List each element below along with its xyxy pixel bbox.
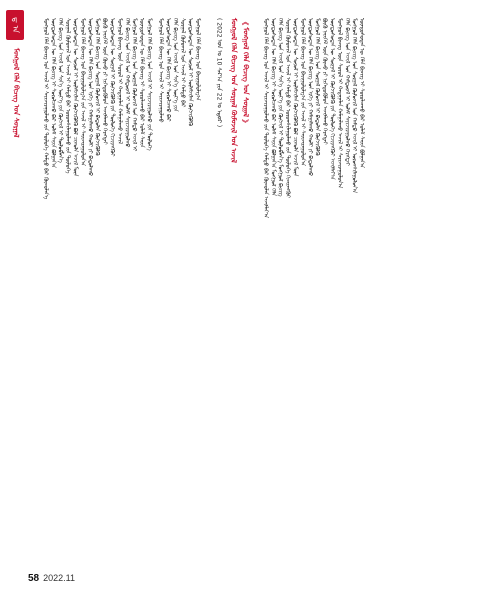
- text-column: ᠦᠨᠳᠦᠰᠦᠲᠡᠨ ᠦ ᠬᠡᠯᠡ ᠪᠢᠴᠢᠭ ᠢ ᠰᠤᠷᠤᠯᠴᠠᠬᠤ ᠪᠡᠷ ᠤᠯᠠᠮ ᠰᠠᠶᠢᠨ ᠪᠣᠯᠭᠠᠨ᠎ᠠ ᠮᠣᠩᠭᠣᠯ ᠬᠡᠯᠡ: [269, 18, 276, 196]
- text-column: ᠮᠣᠩᠭᠣᠯ ᠪᠢᠴᠢᠭ ᠦᠨ ᠰᠣᠶᠣᠯ ᠢ ᠬᠠᠳᠠᠭᠠᠯᠠᠨ ᠬᠠᠮᠠᠭᠠᠯᠠᠬᠤ ᠠᠵᠢᠯ: [116, 18, 123, 144]
- text-column: ᠦᠨᠳᠦᠰᠦᠲᠡᠨ ᠦ ᠬᠡᠯᠡ ᠪᠢᠴᠢᠭ ᠢ ᠰᠤᠷᠤᠯᠴᠠᠬᠤ ᠪᠡᠷ ᠤᠯᠠᠮ ᠰᠠᠶᠢᠨ ᠪᠣᠯᠭᠠᠨ᠎ᠠ: [358, 18, 365, 168]
- text-column: ᠮᠣᠩᠭᠣᠯ ᠬᠡᠯᠡ ᠪᠢᠴᠢᠭ ᠤᠨ ᠪᠠᠶᠢᠭᠤᠯᠤᠯᠭ᠎ᠠ ᠶᠢᠨ ᠠᠵᠢᠯ ᠢ ᠰᠠᠶᠢᠵᠢᠷᠠᠭᠤᠯᠤᠨ᠎ᠠ: [79, 18, 86, 166]
- text-column: ᠬᠡᠯᠡ ᠪᠢᠴᠢᠭ ᠤᠨ ᠠᠵᠢᠯ ᠤᠨ ᠰᠢᠨ᠎ᠡ ᠦᠶ᠎ᠡ ᠶᠢᠨ ᠬᠥᠭᠵᠢᠯ ᠢ ᠲᠥᠯᠥᠪᠯᠡᠨ᠎ᠡ: [57, 18, 64, 163]
- text-column: ᠦᠨᠳᠦᠰᠦᠲᠡᠨ ᠦ ᠰᠣᠶᠣᠯ ᠢ ᠦᠯᠡᠮᠵᠢᠯᠡᠨ ᠬᠥᠭᠵᠢᠭᠦᠯᠬᠦ ᠪᠣᠯ ᠴᠢᠬᠤᠯᠠ ᠠᠵᠢᠯ ᠮᠥᠨ: [72, 18, 78, 177]
- text-column: ᠰᠤᠷᠭᠠᠯ ᠬᠥᠮᠦᠵᠢᠯ ᠤᠨ ᠠᠵᠢᠯ ᠢ ᠬᠠᠮᠲᠤ ᠪᠡᠷ: [179, 18, 186, 108]
- text-column: ᠪᠦᠬᠦ ᠨᠡᠶᠢᠭᠡᠮ ᠦᠨ ᠬᠦᠴᠦ ᠶᠢ ᠨᠢᠭᠡᠳᠦᠭᠦᠯᠦᠨ ᠠᠵᠢᠯᠯᠠᠬᠤ ᠬᠡᠷᠡᠭᠲᠡᠢ: [101, 18, 108, 145]
- text-column: ᠮᠣᠩᠭᠣᠯ ᠬᠡᠯᠡ ᠪᠢᠴᠢᠭ ᠤᠨ ᠰᠤᠷᠭᠠᠯ ᠬᠥᠮᠦᠵᠢᠯ ᠢ ᠪᠠᠲᠤᠯᠠᠨ ᠬᠥᠭᠵᠢᠭᠦᠯᠬᠦ: [314, 18, 321, 156]
- text-column: ᠮᠣᠩᠭᠣᠯ ᠬᠡᠯᠡ ᠪᠢᠴᠢᠭ ᠤᠨ ᠰᠤᠷᠭᠠᠯ ᠬᠥᠮᠦᠵᠢᠯ ᠤᠨ ᠬᠠᠮᠲᠤ ᠠᠵᠢᠯ ᠢ ᠤᠷᠤᠭᠰᠢᠯᠠᠭᠤᠯᠤᠨ᠎ᠠ: [351, 18, 358, 194]
- text-column: ᠮᠣᠩᠭᠣᠯ ᠬᠡᠯᠡ ᠪᠢᠴᠢᠭ ᠤᠨ ᠠᠵᠢᠯ ᠢ ᠰᠠᠶᠢᠵᠢᠷᠠᠭᠤᠯᠬᠤ ᠶᠢᠨ ᠲᠥᠯᠥᠭᠡ: [146, 18, 152, 151]
- text-column: ᠦᠨᠳᠦᠰᠦᠲᠡᠨ ᠦ ᠬᠡᠯᠡ ᠪᠢᠴᠢᠭ ᠢ ᠰᠤᠷᠤᠯᠴᠠᠬᠤ ᠪᠡᠷ ᠤᠯᠠᠮ ᠰᠠᠶᠢᠨ: [138, 18, 145, 148]
- text-column: ᠮᠣᠩᠭᠣᠯ ᠬᠡᠯᠡ ᠪᠢᠴᠢᠭ ᠤᠨ ᠰᠤᠷᠭᠠᠯ ᠬᠥᠮᠦᠵᠢᠯ ᠢ ᠪᠠᠲᠤᠯᠠᠨ ᠬᠥᠭᠵᠢᠭᠦᠯᠬᠦ: [94, 18, 101, 156]
- text-column: ᠮᠣᠩᠭᠣᠯ ᠬᠡᠯᠡ ᠪᠢᠴᠢᠭ ᠤᠨ ᠠᠵᠢᠯ ᠢ ᠰᠠᠶᠢᠵᠢᠷᠠᠭᠤᠯᠬᠤ: [157, 18, 164, 123]
- text-column: ᠦᠨᠳᠦᠰᠦᠲᠡᠨ ᠦ ᠬᠡᠯᠡ ᠪᠢᠴᠢᠭ ᠢ ᠰᠤᠷᠤᠯᠴᠠᠬᠤ ᠪᠡᠷ: [164, 18, 171, 122]
- text-column: ᠦᠨᠳᠦᠰᠦᠲᠡᠨ ᠦ ᠬᠡᠯᠡ ᠪᠢᠴᠢᠭ ᠤᠨ ᠡᠷᠬᠡ ᠶᠢ ᠬᠠᠮᠠᠭᠠᠯᠠᠬᠤ ᠬᠠᠤᠯᠢ ᠶᠢ ᠪᠠᠲᠤᠯᠠᠬᠤ: [306, 18, 313, 176]
- text-column: ᠮᠣᠩᠭᠣᠯ ᠬᠡᠯᠡ ᠪᠢᠴᠢᠭ ᠤᠨ ᠰᠤᠷᠭᠠᠯ ᠬᠥᠮᠦᠵᠢᠯ ᠤᠨ ᠬᠠᠮᠲᠤ ᠠᠵᠢᠯ ᠢ: [131, 18, 138, 152]
- section-label: ᠮᠣᠩᠭᠣᠯ ᠬᠡᠯᠡ ᠪᠢᠴᠢᠭ ᠤᠨ ᠰᠤᠷᠭᠠᠯ: [12, 48, 20, 138]
- issue-date: 2022.11: [43, 573, 75, 583]
- text-column: ᠮᠣᠩᠭᠣᠯ ᠪᠢᠴᠢᠭ ᠦᠨ ᠰᠣᠶᠣᠯ ᠢ ᠬᠠᠳᠠᠭᠠᠯᠠᠨ ᠬᠠᠮᠠᠭᠠᠯᠠᠬᠤ ᠠᠵᠢᠯ ᠢ ᠰᠠᠶᠢᠵᠢᠷᠠᠭᠤᠯᠤᠨ᠎ᠠ: [336, 18, 343, 189]
- page-number: 58: [28, 572, 40, 584]
- text-column: ᠮᠣᠩᠭᠣᠯ ᠬᠡᠯᠡ ᠪᠢᠴᠢᠭ ᠤᠨ ᠠᠵᠢᠯ ᠢ ᠰᠠᠶᠢᠵᠢᠷᠠᠭᠤᠯᠬᠤ ᠶᠢᠨ ᠲᠥᠯᠥᠭᠡ ᠬᠠᠮᠲᠤ ᠪᠡᠷ ᠬᠦᠴᠦᠯᠡᠨ᠎ᠡ: [42, 18, 49, 200]
- article-title-line: 《 ᠮᠣᠩᠭᠣᠯ ᠬᠡᠯᠡ ᠪᠢᠴᠢᠭ ᠤᠨ ᠰᠤᠷᠭᠠᠯ 》: [241, 18, 250, 127]
- text-column: ᠰᠤᠷᠭᠠᠯ ᠬᠥᠮᠦᠵᠢᠯ ᠤᠨ ᠠᠵᠢᠯ ᠢ ᠬᠠᠮᠲᠤ ᠪᠡᠷ ᠤᠷᠤᠭᠰᠢᠯᠠᠭᠤᠯᠬᠤ ᠶᠢᠨ ᠲᠥᠯᠥᠭᠡ: [64, 18, 71, 174]
- text-column: ᠦᠨᠳᠦᠰᠦᠲᠡᠨ ᠦ ᠰᠣᠶᠣᠯ ᠢ ᠦᠯᠡᠮᠵᠢᠯᠡᠨ ᠬᠥᠭᠵᠢᠭᠦᠯᠬᠦ ᠪᠣᠯ ᠴᠢᠬᠤᠯᠠ ᠠᠵᠢᠯ ᠮᠥᠨ: [292, 18, 298, 177]
- text-column: ᠮᠣᠩᠭᠣᠯ ᠬᠡᠯᠡ ᠪᠢᠴᠢᠭ ᠤᠨ ᠠᠵᠢᠯ ᠢ ᠰᠠᠶᠢᠵᠢᠷᠠᠭᠤᠯᠬᠤ ᠶᠢᠨ ᠲᠥᠯᠥᠭᠡ ᠬᠠᠮᠲᠤ ᠪᠡᠷ ᠬᠦᠴᠦᠯᠡᠨ ᠠᠵᠢᠯᠯᠠᠶ᠎ᠠ: [262, 18, 269, 218]
- text-column: ᠪᠦᠬᠦ ᠨᠡᠶᠢᠭᠡᠮ ᠦᠨ ᠬᠦᠴᠦ ᠶᠢ ᠨᠢᠭᠡᠳᠦᠭᠦᠯᠦᠨ ᠠᠵᠢᠯᠯᠠᠬᠤ ᠬᠡᠷᠡᠭᠲᠡᠢ: [321, 18, 328, 145]
- text-column: ᠦᠨᠳᠦᠰᠦᠲᠡᠨ ᠦ ᠰᠤᠷᠭᠠᠯ ᠢ ᠬᠥᠭᠵᠢᠭᠦᠯᠬᠦ ᠶᠢᠨ ᠲᠥᠯᠥᠭᠡ ᠬᠢᠴᠢᠶᠡᠩᠭᠦᠢ: [109, 18, 115, 157]
- article-title-line: ᠮᠣᠩᠭᠣᠯ ᠬᠡᠯᠡ ᠪᠢᠴᠢᠭ ᠤᠨ ᠰᠤᠷᠭᠠᠯ ᠬᠥᠮᠦᠵᠢᠯ ᠤᠨ ᠠᠵᠢᠯ: [229, 18, 238, 163]
- text-column: ᠦᠨᠳᠦᠰᠦᠲᠡᠨ ᠦ ᠰᠤᠷᠭᠠᠯ ᠢ ᠬᠥᠭᠵᠢᠭᠦᠯᠬᠦ ᠶᠢᠨ ᠲᠥᠯᠥᠭᠡ ᠬᠢᠴᠢᠶᠡᠩᠭᠦᠢ ᠠᠵᠢᠯᠯᠠᠶ᠎ᠠ: [329, 18, 335, 180]
- text-column: ᠦᠨᠳᠦᠰᠦᠲᠡᠨ ᠦ ᠬᠡᠯᠡ ᠪᠢᠴᠢᠭ ᠤᠨ ᠡᠷᠬᠡ ᠶᠢ ᠬᠠᠮᠠᠭᠠᠯᠠᠬᠤ ᠬᠠᠤᠯᠢ ᠶᠢ ᠪᠠᠲᠤᠯᠠᠬᠤ: [86, 18, 93, 176]
- text-column: ᠰᠤᠷᠭᠠᠯ ᠬᠥᠮᠦᠵᠢᠯ ᠤᠨ ᠠᠵᠢᠯ ᠢ ᠬᠠᠮᠲᠤ ᠪᠡᠷ ᠤᠷᠤᠭᠰᠢᠯᠠᠭᠤᠯᠬᠤ ᠶᠢᠨ ᠲᠥᠯᠥᠭᠡ ᠬᠢᠴᠢᠶᠡᠩᠭᠦᠢ: [284, 18, 291, 199]
- text-column: ᠮᠣᠩᠭᠣᠯ ᠬᠡᠯᠡ ᠪᠢᠴᠢᠭ ᠤᠨ ᠪᠠᠶᠢᠭᠤᠯᠤᠯᠭ᠎ᠠ: [194, 18, 201, 101]
- section-badge-text: ᠳ ᠠ: [11, 17, 20, 33]
- page-footer: [28, 570, 75, 586]
- text-column: ᠬᠡᠯᠡ ᠪᠢᠴᠢᠭ ᠤᠨ ᠠᠵᠢᠯ ᠤᠨ ᠰᠢᠨ᠎ᠡ ᠦᠶ᠎ᠡ ᠶᠢᠨ: [172, 18, 179, 112]
- section-badge: [6, 10, 24, 40]
- text-column: ᠬᠡᠯᠡ ᠪᠢᠴᠢᠭ ᠤᠨ ᠠᠵᠢᠯ ᠤᠨ ᠬᠠᠮᠲᠤᠷᠠᠯ ᠢ ᠤᠯᠠᠮ ᠰᠠᠶᠢᠵᠢᠷᠠᠭᠤᠯᠬᠤ: [123, 18, 130, 148]
- article-date: ( 2022 ᠣᠨ ᠤ 10 ᠰᠠᠷ᠎ᠠ ᠶᠢᠨ 22 ᠤ ᠡᠳᠦᠷ ): [215, 18, 223, 128]
- text-column: ᠮᠣᠩᠭᠣᠯ ᠬᠡᠯᠡ ᠪᠢᠴᠢᠭ ᠤᠨ ᠪᠠᠶᠢᠭᠤᠯᠤᠯᠭ᠎ᠠ ᠶᠢᠨ ᠠᠵᠢᠯ ᠢ ᠰᠠᠶᠢᠵᠢᠷᠠᠭᠤᠯᠤᠨ᠎ᠠ: [299, 18, 306, 166]
- text-columns: [40, 18, 470, 526]
- text-column: ᠦᠨᠳᠦᠰᠦᠲᠡᠨ ᠦ ᠰᠣᠶᠣᠯ ᠢ ᠦᠯᠡᠮᠵᠢᠯᠡᠨ ᠬᠥᠭᠵᠢᠭᠦᠯᠬᠦ: [187, 18, 193, 126]
- text-column: ᠬᠡᠯᠡ ᠪᠢᠴᠢᠭ ᠤᠨ ᠠᠵᠢᠯ ᠤᠨ ᠰᠢᠨ᠎ᠡ ᠦᠶ᠎ᠡ ᠶᠢᠨ ᠬᠥᠭᠵᠢᠯ ᠢ ᠲᠥᠯᠥᠪᠯᠡᠨ᠎ᠡ ᠮᠣᠩᠭᠣᠯ ᠪᠢᠴᠢᠭ: [277, 18, 284, 197]
- text-column: ᠬᠡᠯᠡ ᠪᠢᠴᠢᠭ ᠤᠨ ᠠᠵᠢᠯ ᠤᠨ ᠬᠠᠮᠲᠤᠷᠠᠯ ᠢ ᠤᠯᠠᠮ ᠰᠠᠶᠢᠵᠢᠷᠠᠭᠤᠯᠬᠤ ᠬᠡᠷᠡᠭᠲᠡᠢ: [343, 18, 350, 166]
- text-column: ᠦᠨᠳᠦᠰᠦᠲᠡᠨ ᠦ ᠬᠡᠯᠡ ᠪᠢᠴᠢᠭ ᠢ ᠰᠤᠷᠤᠯᠴᠠᠬᠤ ᠪᠡᠷ ᠤᠯᠠᠮ ᠰᠠᠶᠢᠨ ᠪᠣᠯᠭᠠᠨ᠎ᠠ: [49, 18, 56, 168]
